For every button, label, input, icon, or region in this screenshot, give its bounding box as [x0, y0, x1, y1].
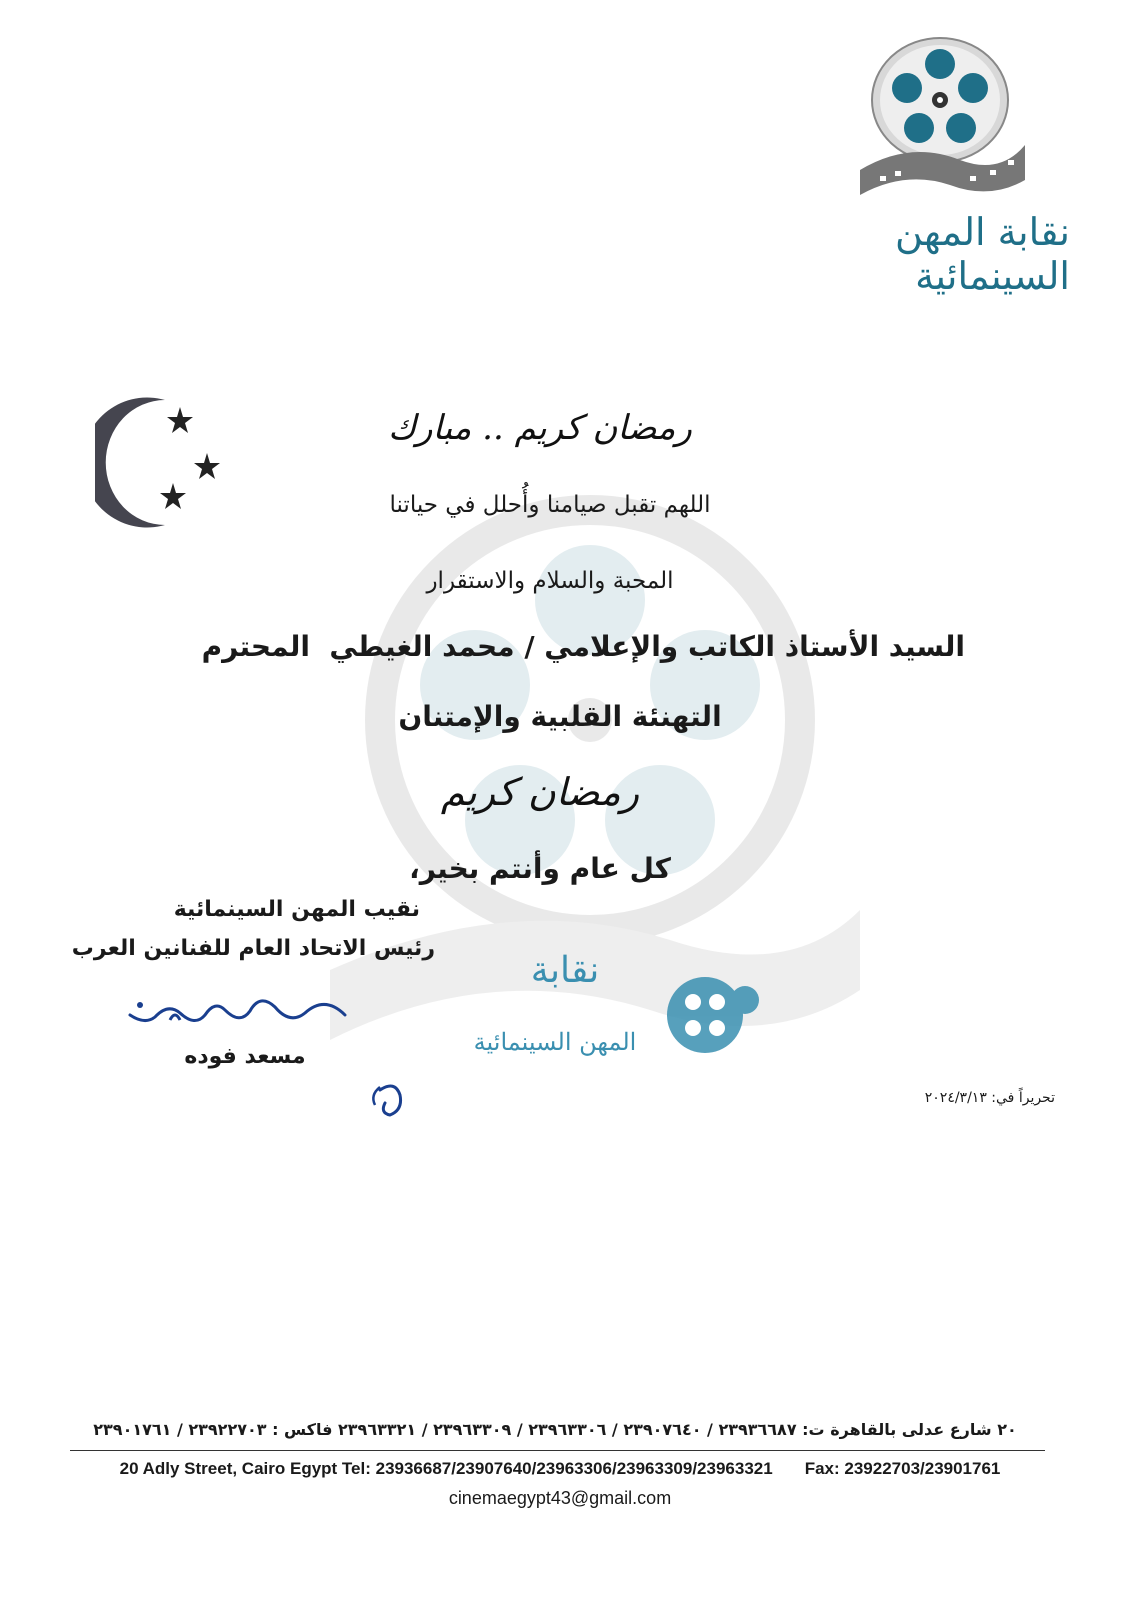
prayer-line-1: اللهم تقبل صيامنا وأُحلل في حياتنا — [389, 492, 711, 518]
footer-divider — [70, 1450, 1045, 1451]
handwritten-signature — [120, 985, 350, 1035]
addressee-honorific: المحترم — [201, 630, 310, 663]
ramadan-greeting: رمضان كريم .. مبارك — [388, 408, 692, 448]
film-reel-logo — [850, 30, 1030, 205]
date-line — [880, 1090, 1055, 1106]
crescent-stars-icon — [95, 395, 245, 535]
addressee-name: السيد الأستاذ الكاتب والإعلامي / محمد الغيطي — [329, 630, 965, 663]
signatory-title-2: رئيس الاتحاد العام للفنانين العرب — [71, 936, 435, 961]
prayer-line-2: المحبة والسلام والاستقرار — [426, 568, 674, 594]
footer-email: cinemaegypt43@gmail.com — [448, 1488, 672, 1508]
footer-english-contact — [60, 1459, 1060, 1479]
congratulations-line: التهنئة القلبية والإمتنان — [398, 700, 722, 733]
org-logo-text: نقابة المهن السينمائية — [895, 210, 1070, 298]
date-label: تحريراً في: — [991, 1090, 1055, 1106]
wishes-line: كل عام وأنتم بخير، — [409, 852, 671, 885]
footer-arabic-contact: ٢٠ شارع عدلى بالقاهرة ت: ٢٣٩٣٦٦٨٧ / ٢٣٩٠٧٦٤٠ / ٢٣٩٦٣٣٠٦ / ٢٣٩٦٣٣٠٩ / ٢٣٩٦٣٣٢١ فاكس : ٢٣٩٢٢٧٠٣ / ٢٣٩٠١٧٦١ — [93, 1420, 1017, 1439]
stamp-line-1: نقابة — [530, 950, 600, 991]
footer-address: 20 Adly Street, Cairo Egypt Tel: 23936687/23907640/23963306/23963309/23963321 — [119, 1459, 773, 1478]
ramadan-wish: رمضان كريم — [440, 770, 640, 814]
date-value: ٢٠٢٤/٣/١٣ — [924, 1090, 987, 1106]
footer-fax: Fax: 23922703/23901761 — [804, 1459, 1001, 1478]
signatory-title-1: نقيب المهن السينمائية — [173, 897, 420, 922]
org-stamp — [455, 940, 775, 1080]
stamp-line-2: المهن السينمائية — [473, 1028, 637, 1056]
handwritten-initials — [365, 1075, 425, 1125]
signatory-name: مسعد فوده — [184, 1044, 306, 1069]
